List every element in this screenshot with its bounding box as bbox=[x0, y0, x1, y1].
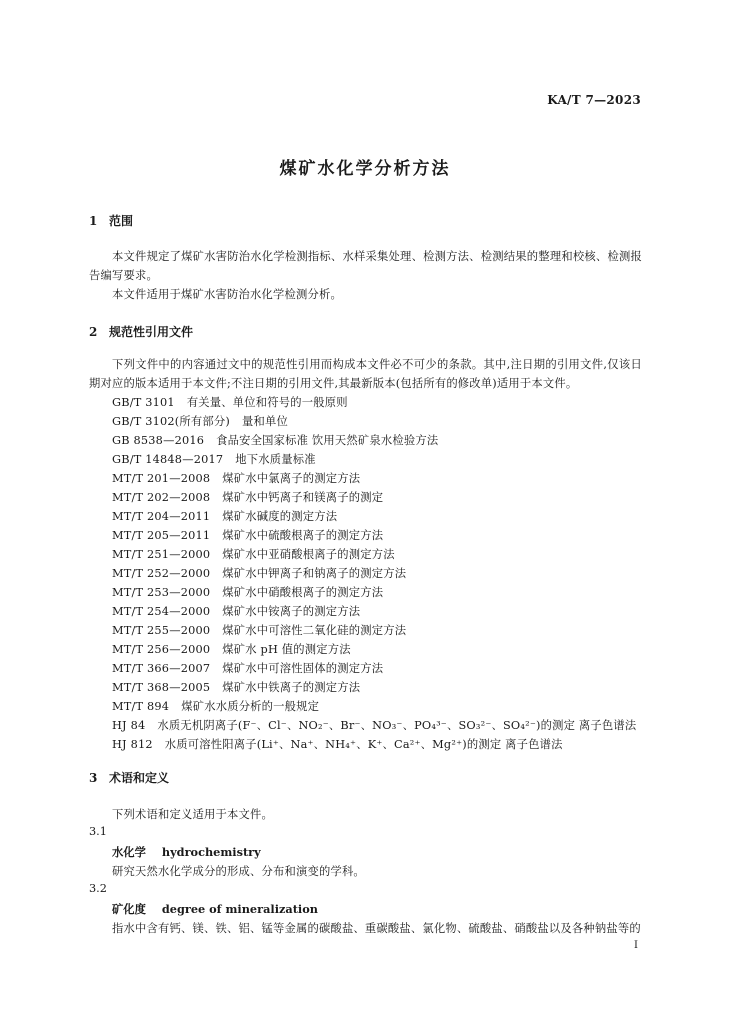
reference-code: GB 8538—2016 bbox=[112, 434, 205, 447]
reference-code: MT/T 368—2005 bbox=[112, 681, 211, 694]
term-definition: 指水中含有钙、镁、铁、铝、锰等金属的碳酸盐、重碳酸盐、氯化物、硫酸盐、硝酸盐以及各种钠盐等的 bbox=[112, 922, 641, 935]
reference-item bbox=[112, 659, 636, 678]
reference-code: MT/T 253—2000 bbox=[112, 586, 211, 599]
term-name-cn: 水化学 bbox=[112, 845, 146, 859]
reference-item bbox=[112, 507, 636, 526]
reference-item bbox=[112, 640, 636, 659]
reference-code: HJ 812 bbox=[112, 738, 153, 751]
section-2-heading bbox=[89, 323, 193, 340]
reference-item bbox=[112, 621, 636, 640]
section-number: 3 bbox=[89, 771, 98, 785]
reference-code: MT/T 204—2011 bbox=[112, 510, 211, 523]
term-name-en: degree of mineralization bbox=[161, 902, 318, 916]
reference-item bbox=[112, 469, 636, 488]
reference-title: 地下水质量标准 bbox=[235, 453, 316, 466]
reference-title: 煤矿水水质分析的一般规定 bbox=[181, 700, 320, 713]
reference-item bbox=[112, 488, 636, 507]
term-number: 3.1 bbox=[89, 825, 107, 838]
reference-item bbox=[112, 716, 636, 735]
page-number: I bbox=[634, 940, 638, 951]
reference-item bbox=[112, 583, 636, 602]
reference-title: 水质可溶性阳离子(Li⁺、Na⁺、NH₄⁺、K⁺、Ca²⁺、Mg²⁺)的测定 离子色谱法 bbox=[164, 738, 563, 751]
reference-code: MT/T 366—2007 bbox=[112, 662, 211, 675]
term-name bbox=[112, 901, 318, 917]
scope-paragraph-1: 本文件规定了煤矿水害防治水化学检测指标、水样采集处理、检测方法、检测结果的整理和校核、检测报告编写要求。 bbox=[89, 250, 642, 282]
reference-item bbox=[112, 450, 636, 469]
section-title: 规范性引用文件 bbox=[109, 325, 194, 339]
reference-code: GB/T 3102(所有部分) bbox=[112, 415, 231, 428]
section-1-heading bbox=[89, 212, 133, 229]
term-definition: 研究天然水化学成分的形成、分布和演变的学科。 bbox=[112, 865, 365, 878]
reference-title: 煤矿水中钾离子和钠离子的测定方法 bbox=[222, 567, 407, 580]
reference-title: 量和单位 bbox=[242, 415, 289, 428]
reference-item bbox=[112, 602, 636, 621]
reference-title: 煤矿水 pH 值的测定方法 bbox=[222, 643, 351, 656]
section-title: 术语和定义 bbox=[109, 771, 170, 785]
reference-code: MT/T 205—2011 bbox=[112, 529, 211, 542]
reference-title: 煤矿水碱度的测定方法 bbox=[222, 510, 338, 523]
reference-item bbox=[112, 526, 636, 545]
scope-paragraph-2: 本文件适用于煤矿水害防治水化学检测分析。 bbox=[112, 288, 342, 301]
reference-title: 煤矿水中可溶性二氧化硅的测定方法 bbox=[222, 624, 407, 637]
reference-item bbox=[112, 735, 636, 754]
section-number: 2 bbox=[89, 325, 98, 339]
reference-title: 有关量、单位和符号的一般原则 bbox=[186, 396, 348, 409]
term-number: 3.2 bbox=[89, 882, 107, 895]
reference-title: 水质无机阴离子(F⁻、Cl⁻、NO₂⁻、Br⁻、NO₃⁻、PO₄³⁻、SO₃²⁻、SO₄²⁻)的测定 离子色谱法 bbox=[157, 719, 637, 732]
reference-item bbox=[112, 678, 636, 697]
document-title: 煤矿水化学分析方法 bbox=[279, 159, 451, 179]
reference-code: MT/T 251—2000 bbox=[112, 548, 211, 561]
reference-code: MT/T 256—2000 bbox=[112, 643, 211, 656]
reference-code: MT/T 201—2008 bbox=[112, 472, 211, 485]
normative-intro: 下列文件中的内容通过文中的规范性引用而构成本文件必不可少的条款。其中,注日期的引用文件,仅该日期对应的版本适用于本文件;不注日期的引用文件,其最新版本(包括所有的修改单)适用于本文件。 bbox=[89, 358, 642, 390]
reference-title: 煤矿水中可溶性固体的测定方法 bbox=[222, 662, 384, 675]
section-3-heading bbox=[89, 769, 169, 786]
reference-title: 煤矿水中硝酸根离子的测定方法 bbox=[222, 586, 384, 599]
reference-code: MT/T 894 bbox=[112, 700, 170, 713]
reference-title: 煤矿水中铵离子的测定方法 bbox=[222, 605, 361, 618]
reference-item bbox=[112, 412, 636, 431]
reference-code: MT/T 254—2000 bbox=[112, 605, 211, 618]
reference-code: GB/T 14848—2017 bbox=[112, 453, 224, 466]
section-number: 1 bbox=[89, 214, 98, 228]
reference-title: 煤矿水中氯离子的测定方法 bbox=[222, 472, 361, 485]
reference-code: MT/T 252—2000 bbox=[112, 567, 211, 580]
reference-title: 煤矿水中钙离子和镁离子的测定 bbox=[222, 491, 384, 504]
reference-item bbox=[112, 564, 636, 583]
reference-item bbox=[112, 393, 636, 412]
term-name-cn: 矿化度 bbox=[112, 902, 146, 916]
reference-code: HJ 84 bbox=[112, 719, 146, 732]
reference-item bbox=[112, 431, 636, 450]
reference-title: 煤矿水中硫酸根离子的测定方法 bbox=[222, 529, 384, 542]
section-title: 范围 bbox=[109, 214, 134, 228]
reference-code: MT/T 202—2008 bbox=[112, 491, 211, 504]
reference-item bbox=[112, 697, 636, 716]
reference-title: 煤矿水中铁离子的测定方法 bbox=[222, 681, 361, 694]
reference-code: MT/T 255—2000 bbox=[112, 624, 211, 637]
reference-code: GB/T 3101 bbox=[112, 396, 175, 409]
reference-item bbox=[112, 545, 636, 564]
term-name-en: hydrochemistry bbox=[161, 845, 261, 859]
terms-intro: 下列术语和定义适用于本文件。 bbox=[112, 808, 273, 821]
reference-title: 食品安全国家标准 饮用天然矿泉水检验方法 bbox=[216, 434, 439, 447]
term-name bbox=[112, 844, 261, 860]
reference-title: 煤矿水中亚硝酸根离子的测定方法 bbox=[222, 548, 395, 561]
reference-list bbox=[112, 393, 636, 754]
standard-code: KA/T 7—2023 bbox=[547, 93, 641, 107]
